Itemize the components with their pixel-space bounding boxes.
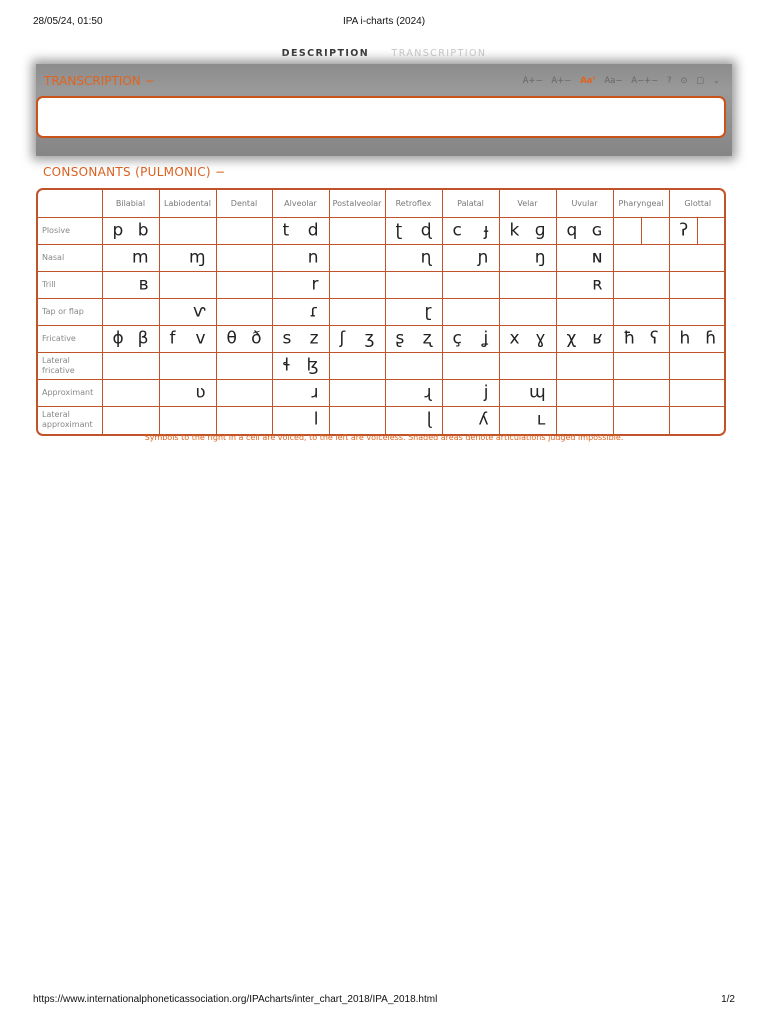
table-row — [38, 407, 726, 434]
ipa-symbol-voiceless[interactable]: ç — [452, 328, 462, 349]
view-tabs — [0, 48, 768, 59]
row-label: Lateral fricative — [38, 353, 102, 380]
help-icon[interactable]: ? — [667, 76, 672, 86]
chart-cell — [385, 272, 442, 299]
chart-cell — [159, 299, 216, 326]
table-row — [38, 245, 726, 272]
ipa-symbol-voiced[interactable]: ɱ — [188, 247, 206, 268]
chart-cell — [329, 326, 385, 353]
chart-cell — [442, 380, 499, 407]
chart-cell — [385, 218, 442, 245]
chart-cell — [159, 272, 216, 299]
chart-cell — [385, 380, 442, 407]
chart-cell — [613, 218, 669, 245]
ipa-symbol-voiced[interactable]: ɟ — [483, 220, 489, 241]
ipa-symbol-voiced[interactable]: ʀ — [592, 274, 603, 295]
row-label: Tap or flap — [38, 299, 102, 326]
chart-cell — [442, 299, 499, 326]
print-page-number: 1/2 — [721, 994, 735, 1005]
chart-cell — [102, 245, 159, 272]
chart-cell — [329, 353, 385, 380]
chart-cell — [613, 245, 669, 272]
ipa-symbol-voiced[interactable]: ⱱ — [193, 301, 206, 322]
ipa-symbol-voiceless[interactable]: χ — [566, 328, 577, 349]
chart-cell — [385, 245, 442, 272]
ipa-symbol-voiced[interactable]: ɭ — [426, 409, 432, 430]
chart-cell — [669, 353, 726, 380]
chart-cell — [102, 326, 159, 353]
print-footer — [33, 994, 735, 1008]
chart-cell — [669, 218, 726, 245]
table-row — [38, 299, 726, 326]
copy-icon[interactable]: ▢ — [696, 76, 705, 86]
chart-cell — [669, 245, 726, 272]
chart-cell — [216, 299, 272, 326]
font-size-medium-button[interactable]: A+− — [551, 76, 572, 86]
column-header-alveolar: Alveolar — [272, 190, 329, 218]
chart-cell — [613, 272, 669, 299]
row-label: Trill — [38, 272, 102, 299]
ipa-symbol-voiced[interactable]: ʙ — [138, 274, 149, 295]
ipa-symbol-voiceless[interactable]: f — [169, 328, 176, 349]
table-row — [38, 353, 726, 380]
column-header-velar: Velar — [499, 190, 556, 218]
ipa-symbol-voiced[interactable]: ʟ — [536, 409, 546, 430]
transcription-toolbar — [517, 76, 720, 86]
ipa-symbol-voiced[interactable]: ɦ — [705, 328, 716, 349]
ipa-symbol-voiceless[interactable]: c — [452, 220, 462, 241]
table-row — [38, 380, 726, 407]
chart-cell — [669, 326, 726, 353]
font-size-selected-button[interactable]: Aa’ — [580, 76, 596, 86]
chart-cell — [102, 272, 159, 299]
chart-cell — [556, 299, 613, 326]
ipa-symbol-voiced[interactable]: ʒ — [364, 328, 375, 349]
font-size-xlarge-button[interactable]: A−+− — [631, 76, 659, 86]
column-header-uvular: Uvular — [556, 190, 613, 218]
chart-cell — [216, 380, 272, 407]
ipa-symbol-voiced[interactable]: v — [195, 328, 206, 349]
ipa-symbol-voiced[interactable]: ɳ — [420, 247, 432, 268]
ipa-symbol-voiceless[interactable]: ɸ — [112, 328, 124, 349]
ipa-symbol-voiced[interactable]: b — [137, 220, 149, 241]
speaker-icon[interactable]: ⊙ — [680, 76, 688, 86]
ipa-symbol-voiced[interactable]: ʋ — [195, 382, 206, 403]
chart-cell — [102, 407, 159, 434]
chart-cell — [329, 380, 385, 407]
chart-cell — [159, 326, 216, 353]
chart-cell — [442, 218, 499, 245]
chart-cell — [442, 326, 499, 353]
ipa-symbol-voiceless[interactable]: ʂ — [395, 328, 405, 349]
chart-cell — [272, 218, 329, 245]
ipa-symbol-voiced[interactable]: ʐ — [422, 328, 432, 349]
column-header-bilabial: Bilabial — [102, 190, 159, 218]
column-header-glottal: Glottal — [669, 190, 726, 218]
chart-cell — [329, 218, 385, 245]
chart-cell — [272, 353, 329, 380]
chart-cell — [613, 407, 669, 434]
chart-cell — [613, 353, 669, 380]
column-header-pharyngeal: Pharyngeal — [613, 190, 669, 218]
ipa-symbol-voiceless[interactable]: ʈ — [395, 220, 403, 241]
chart-cell — [556, 272, 613, 299]
row-label: Nasal — [38, 245, 102, 272]
column-header-retroflex: Retroflex — [385, 190, 442, 218]
ipa-symbol-voiceless[interactable]: h — [679, 328, 691, 349]
chart-cell — [669, 299, 726, 326]
transcription-input[interactable] — [36, 96, 726, 138]
chart-cell — [556, 245, 613, 272]
ipa-symbol-voiceless[interactable]: q — [566, 220, 578, 241]
chart-cell — [556, 407, 613, 434]
chart-cell — [556, 218, 613, 245]
chart-cell — [385, 407, 442, 434]
chart-cell — [442, 272, 499, 299]
print-header — [33, 16, 735, 30]
ipa-symbol-voiced[interactable]: ʝ — [483, 328, 489, 349]
row-label: Plosive — [38, 218, 102, 245]
font-size-small-button[interactable]: A+− — [522, 76, 543, 86]
chart-cell — [669, 407, 726, 434]
chart-cell — [216, 245, 272, 272]
ipa-symbol-voiced[interactable]: ɹ — [311, 382, 319, 403]
row-label: Lateral approximant — [38, 407, 102, 434]
chart-cell — [159, 353, 216, 380]
ipa-symbol-voiced[interactable]: ɢ — [591, 220, 603, 241]
table-row — [38, 326, 726, 353]
chart-cell — [329, 245, 385, 272]
chart-cell — [442, 245, 499, 272]
chart-cell — [499, 299, 556, 326]
ipa-symbol-voiceless[interactable]: ħ — [623, 328, 636, 349]
ipa-symbol-voiceless[interactable]: ʔ — [679, 220, 689, 241]
ipa-symbol-voiced[interactable]: ɡ — [534, 220, 546, 241]
column-header-labiodental: Labiodental — [159, 190, 216, 218]
chart-cell — [499, 245, 556, 272]
ipa-symbol-voiced[interactable]: ŋ — [534, 247, 546, 268]
print-url: https://www.internationalphoneticassociation.org/IPAcharts/inter_chart_2018/IPA_2018.html — [33, 994, 438, 1005]
tab-description[interactable]: DESCRIPTION — [281, 48, 370, 59]
print-page-title: IPA i-charts (2024) — [342, 16, 426, 27]
ipa-symbol-voiced[interactable]: ɰ — [528, 382, 546, 403]
chart-cell — [102, 353, 159, 380]
ipa-symbol-voiceless[interactable]: t — [282, 220, 290, 241]
chart-cell — [159, 380, 216, 407]
ipa-symbol-voiced[interactable]: l — [313, 409, 319, 430]
chart-cell — [216, 218, 272, 245]
chart-cell — [442, 407, 499, 434]
ipa-symbol-voiceless[interactable]: s — [282, 328, 292, 349]
chart-cell — [499, 380, 556, 407]
chart-cell — [102, 299, 159, 326]
chart-cell — [442, 353, 499, 380]
ipa-symbol-voiced[interactable]: m — [131, 247, 149, 268]
ipa-symbol-voiced[interactable]: ɽ — [424, 301, 432, 322]
chart-cell — [159, 245, 216, 272]
ipa-symbol-voiceless[interactable]: x — [509, 328, 520, 349]
table-row — [38, 272, 726, 299]
chart-cell — [216, 272, 272, 299]
chart-cell — [499, 272, 556, 299]
cell-divider — [697, 218, 698, 244]
ipa-symbol-voiced[interactable]: d — [307, 220, 319, 241]
chart-cell — [499, 218, 556, 245]
ipa-symbol-voiced[interactable]: ɖ — [420, 220, 432, 241]
chart-cell — [272, 326, 329, 353]
column-header-postalveolar: Postalveolar — [329, 190, 385, 218]
ipa-symbol-voiced[interactable]: ʎ — [478, 409, 489, 430]
chart-cell — [499, 407, 556, 434]
chart-cell — [613, 299, 669, 326]
chart-cell — [272, 245, 329, 272]
chart-cell — [102, 380, 159, 407]
chart-cell — [159, 407, 216, 434]
collapse-icon[interactable]: ⌄ — [712, 76, 720, 86]
ipa-symbol-voiced[interactable]: j — [483, 382, 489, 403]
ipa-symbol-voiced[interactable]: z — [309, 328, 319, 349]
ipa-symbol-voiced[interactable]: ɾ — [309, 301, 319, 322]
chart-cell — [385, 326, 442, 353]
ipa-symbol-voiced[interactable]: n — [307, 247, 319, 268]
ipa-symbol-voiced[interactable]: β — [137, 328, 149, 349]
column-header-palatal: Palatal — [442, 190, 499, 218]
row-label: Fricative — [38, 326, 102, 353]
ipa-symbol-voiced[interactable]: ð — [251, 328, 262, 349]
chart-cell — [613, 326, 669, 353]
column-header-dental: Dental — [216, 190, 272, 218]
ipa-symbol-voiced[interactable]: ʁ — [592, 328, 603, 349]
ipa-symbol-voiceless[interactable]: ɬ — [282, 355, 291, 376]
ipa-symbol-voiced[interactable]: ɲ — [477, 247, 489, 268]
chart-cell — [613, 380, 669, 407]
ipa-symbol-voiced[interactable]: ɻ — [424, 382, 432, 403]
ipa-symbol-voiced[interactable]: ɣ — [535, 328, 546, 349]
chart-cell — [272, 380, 329, 407]
chart-cell — [216, 326, 272, 353]
chart-cell — [159, 218, 216, 245]
ipa-symbol-voiceless[interactable]: ʃ — [339, 328, 346, 349]
chart-cell — [669, 272, 726, 299]
consonant-chart — [36, 188, 726, 436]
ipa-symbol-voiceless[interactable]: p — [112, 220, 124, 241]
table-row — [38, 218, 726, 245]
chart-cell — [556, 380, 613, 407]
chart-cell — [272, 272, 329, 299]
ipa-symbol-voiced[interactable]: ɴ — [591, 247, 603, 268]
ipa-symbol-voiced[interactable]: r — [311, 274, 319, 295]
chart-cell — [329, 407, 385, 434]
chart-cell — [329, 299, 385, 326]
chart-cell — [556, 353, 613, 380]
chart-cell — [556, 326, 613, 353]
corner-cell — [38, 190, 102, 218]
chart-cell — [329, 272, 385, 299]
font-size-large-button[interactable]: Aa− — [604, 76, 623, 86]
chart-cell — [385, 299, 442, 326]
chart-cell — [385, 353, 442, 380]
row-label: Approximant — [38, 380, 102, 407]
ipa-symbol-voiced[interactable]: ʕ — [649, 328, 659, 349]
chart-cell — [216, 407, 272, 434]
ipa-symbol-voiceless[interactable]: k — [509, 220, 520, 241]
chart-cell — [216, 353, 272, 380]
chart-cell — [102, 218, 159, 245]
cell-divider — [641, 218, 642, 244]
chart-cell — [669, 380, 726, 407]
chart-cell — [499, 326, 556, 353]
transcription-title[interactable]: TRANSCRIPTION − — [44, 74, 155, 88]
chart-cell — [272, 299, 329, 326]
print-timestamp: 28/05/24, 01:50 — [33, 16, 103, 27]
chart-cell — [499, 353, 556, 380]
ipa-symbol-voiced[interactable]: ɮ — [306, 355, 319, 376]
chart-note: Symbols to the right in a cell are voiced, to the left are voiceless. Shaded areas denote articulations judged impossible. — [144, 433, 624, 442]
chart-cell — [272, 407, 329, 434]
tab-transcription[interactable]: TRANSCRIPTION — [391, 48, 487, 59]
section-title-consonants[interactable]: CONSONANTS (PULMONIC) − — [43, 165, 226, 179]
transcription-panel — [36, 64, 732, 156]
ipa-symbol-voiceless[interactable]: θ — [226, 328, 237, 349]
